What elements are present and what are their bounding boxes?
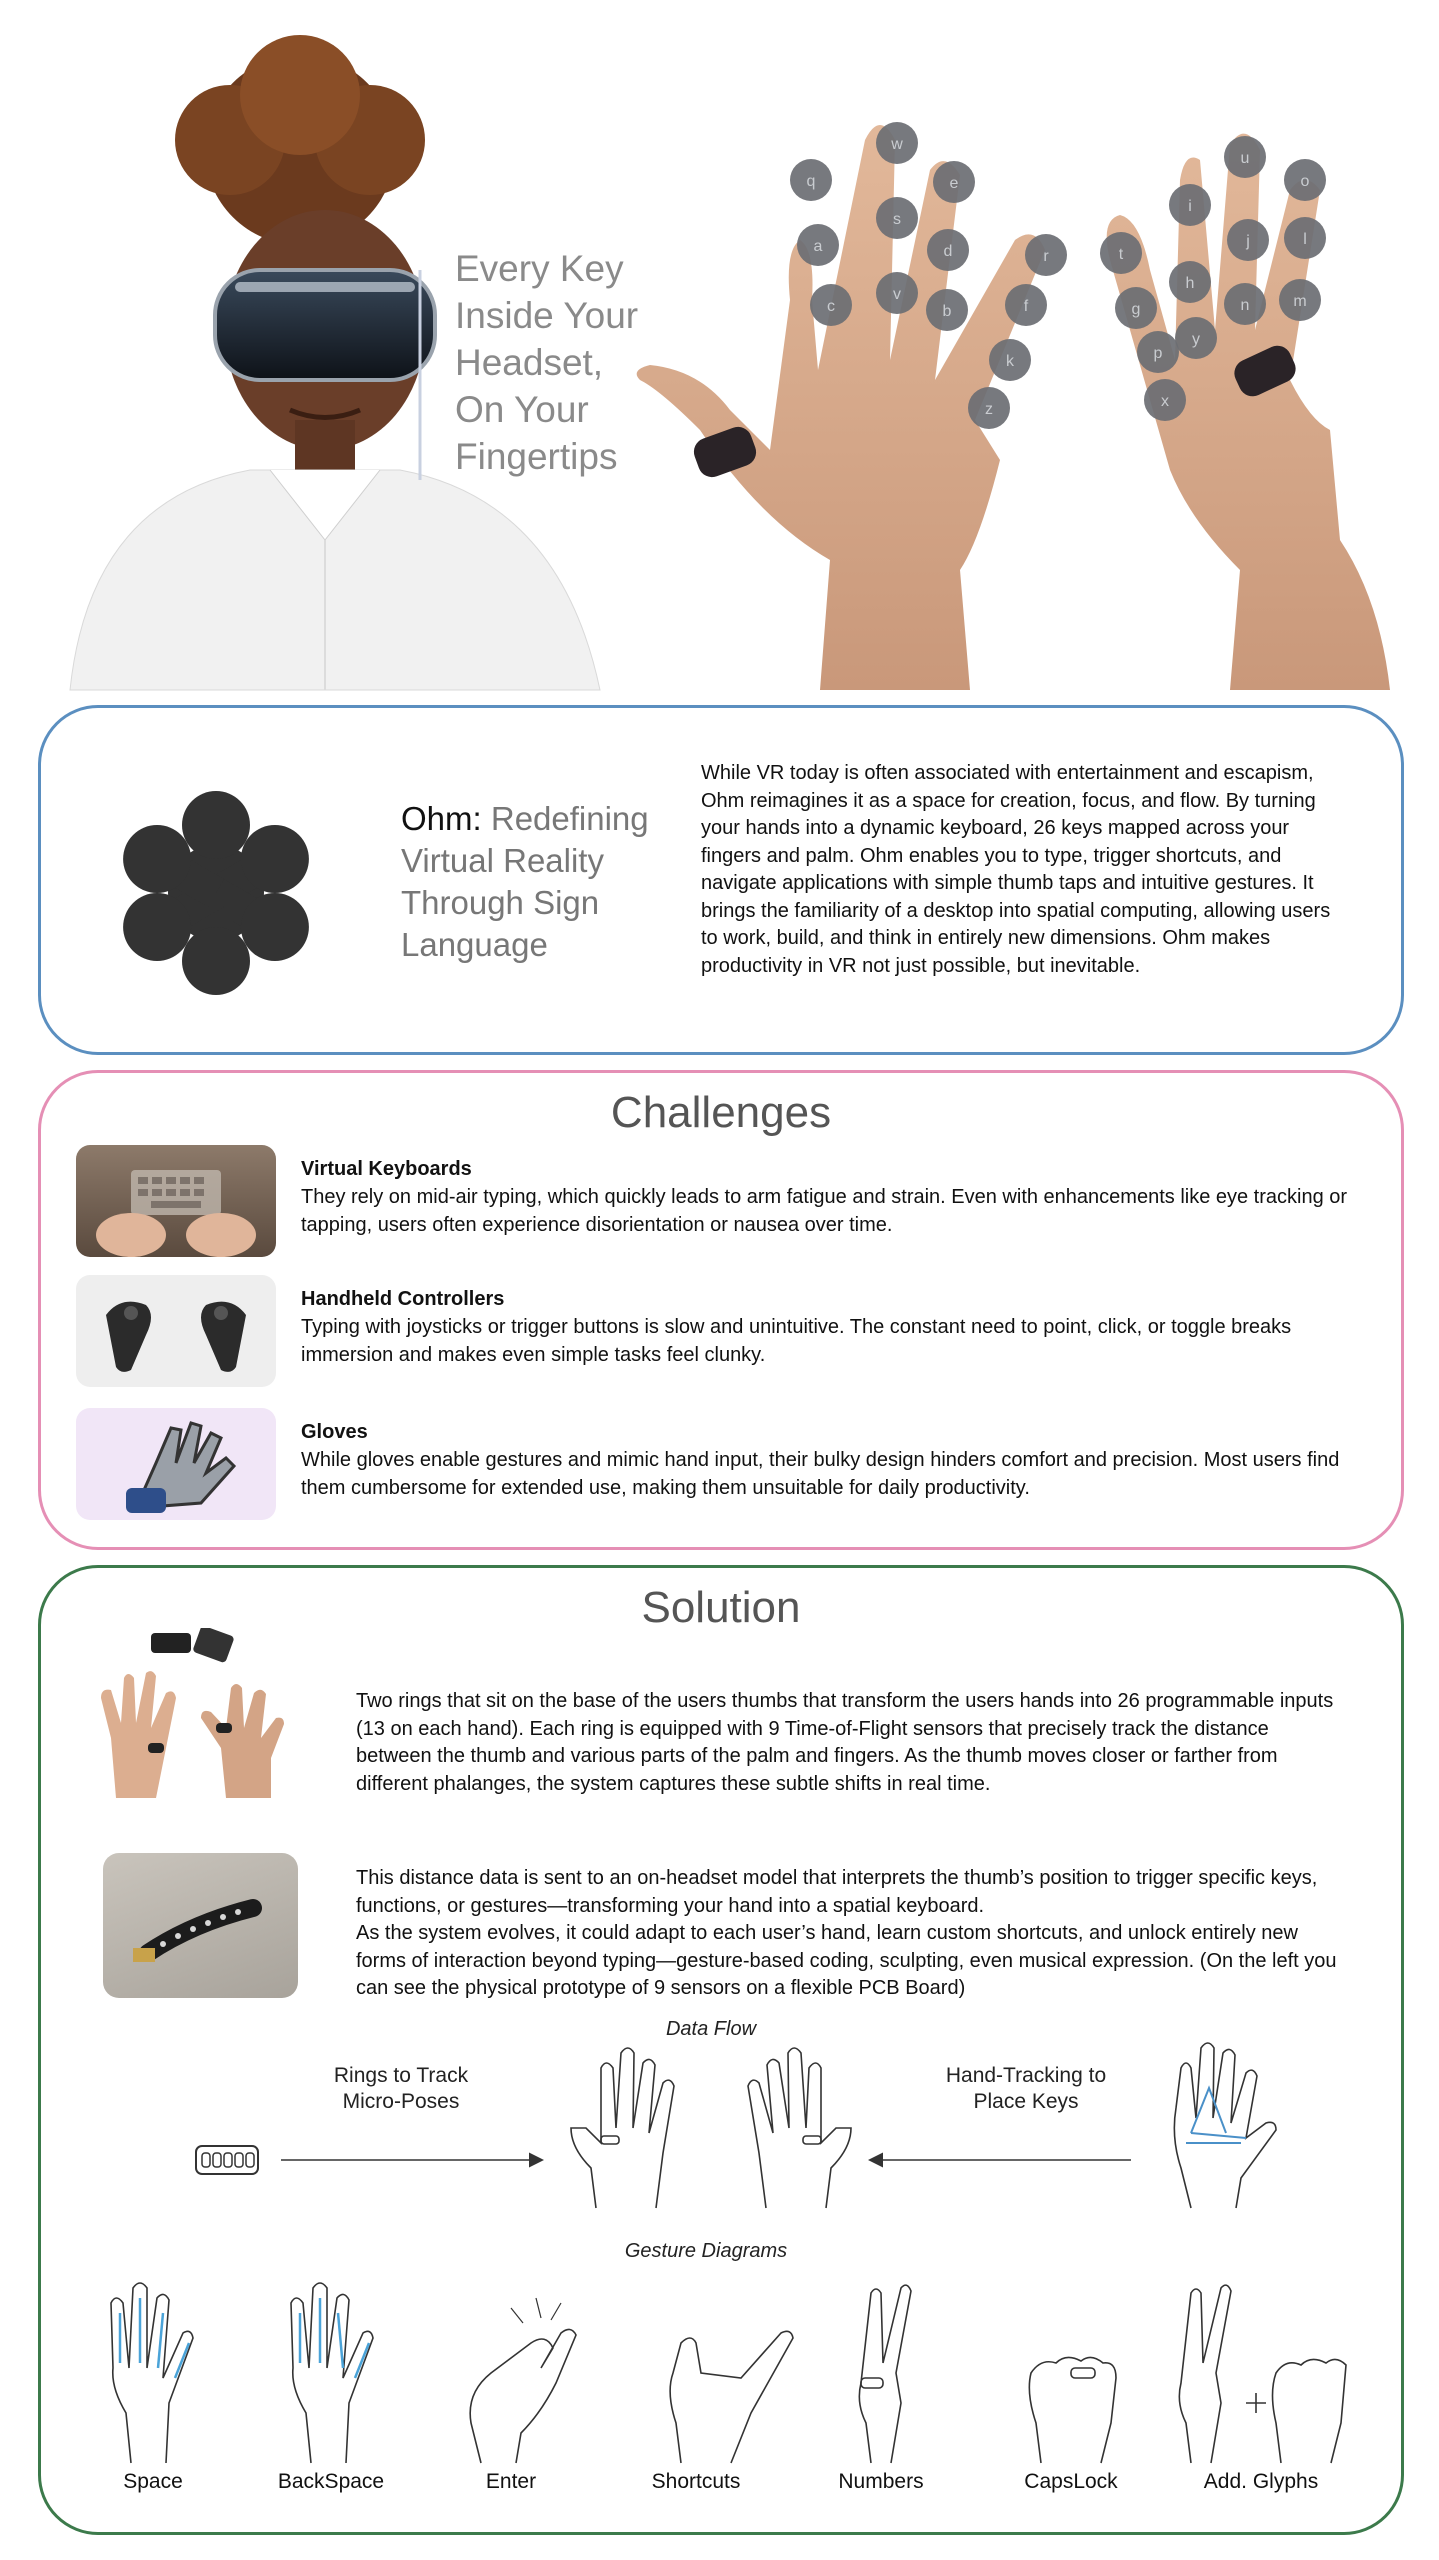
challenge-title: Virtual Keyboards: [301, 1158, 472, 1180]
svg-text:h: h: [1185, 275, 1195, 292]
key-dot-right-q: [790, 159, 832, 201]
svg-text:q: q: [806, 173, 816, 190]
virtual-keyboard-image: [76, 1145, 276, 1257]
gesture-backspace-icon: [291, 2283, 373, 2463]
gesture-label-numbers: Numbers: [838, 2470, 924, 2493]
ohm-logo-icon: [96, 768, 336, 1008]
key-dot-left-g: [1115, 287, 1157, 329]
key-dot-left-p: [1137, 331, 1179, 373]
key-dot-left-u: [1224, 136, 1266, 178]
key-dot-left-m: [1279, 279, 1321, 321]
key-dot-left-n: [1224, 283, 1266, 325]
key-dot-right-s: [876, 197, 918, 239]
solution-paragraph-1: Two rings that sit on the base of the users thumbs that transform the users hands into 26 programmable inputs (13 on each hand). Each ring is equipped with 9 Time-of-Flight sensors that precisely track the distance between the thumb and various parts of the palm and fingers. As the thumb moves closer or farther from different phalanges, the system captures these subtle shifts in real time.: [356, 1690, 1334, 1795]
gesture-diagrams: [41, 2273, 1407, 2468]
key-dot-right-k: [989, 339, 1031, 381]
hand-tracking-icon: [1174, 2043, 1276, 2208]
gesture-label-add-glyphs: Add. Glyphs: [1203, 2470, 1319, 2493]
key-dot-left-i: [1169, 184, 1211, 226]
svg-text:e: e: [949, 175, 959, 192]
svg-text:k: k: [1006, 353, 1014, 370]
challenge-body: Typing with joysticks or trigger buttons is slow and unintuitive. The constant need to point, click, or toggle breaks immersion and makes even simple tasks feel clunky.: [301, 1316, 1292, 1366]
ring-sensor-icon: [196, 2146, 258, 2174]
svg-text:z: z: [985, 401, 993, 418]
brand-name: Ohm:: [401, 800, 482, 837]
svg-text:w: w: [891, 136, 903, 153]
challenges-heading: Challenges: [610, 1088, 832, 1137]
svg-text:m: m: [1293, 293, 1307, 310]
svg-text:s: s: [893, 211, 901, 228]
key-dot-left-h: [1169, 261, 1211, 303]
svg-text:g: g: [1131, 301, 1141, 318]
key-dot-left-l: [1284, 217, 1326, 259]
svg-text:p: p: [1153, 345, 1163, 362]
flow-right-label: Hand-Tracking to Place Keys: [945, 2064, 1107, 2113]
key-dot-right-w: [876, 122, 918, 164]
solution-card: [38, 1565, 1404, 2535]
handheld-controllers-image: [76, 1275, 276, 1387]
key-dot-right-c: [810, 284, 852, 326]
challenge-item-gloves: [76, 1408, 1366, 1523]
challenge-body: While gloves enable gestures and mimic hand input, their bulky design hinders comfort and precision. Most users find them cumbersome for extended use, making them unsuitable for daily productivity.: [301, 1449, 1340, 1499]
gesture-capslock-icon: [1029, 2357, 1116, 2463]
intro-tagline: Redefining Virtual Reality Through Sign Language: [401, 800, 649, 963]
key-dot-right-z: [968, 387, 1010, 429]
gesture-label-capslock: CapsLock: [1024, 2470, 1118, 2493]
gesture-label-enter: Enter: [485, 2470, 537, 2493]
pcb-prototype-image: [103, 1853, 298, 1998]
hero-title: Every Key Inside Your Headset, On Your Fingertips: [455, 248, 639, 477]
data-flow-diagram: [41, 2028, 1407, 2218]
data-flow-label: Data Flow: [665, 2018, 757, 2040]
flow-left-label: Rings to Track Micro-Poses: [333, 2064, 469, 2113]
key-dot-right-d: [927, 229, 969, 271]
key-dot-left-y: [1175, 317, 1217, 359]
intro-body: While VR today is often associated with entertainment and escapism, Ohm reimagines it as a space for creation, focus, and flow. By turning your hands into a dynamic keyboard, 26 keys mapped across your fingers and palm. Ohm enables you to type, trigger shortcuts, and navigate applications with simple thumb taps and intuitive gestures. It brings the familiarity of a desktop into spatial computing, allowing users to work, build, and think in entirely new dimensions. Ohm makes productivity in VR not just possible, but inevitable.: [701, 762, 1331, 977]
key-dot-right-f: [1005, 284, 1047, 326]
gesture-label-backspace: BackSpace: [277, 2470, 385, 2493]
gesture-shortcuts-icon: [670, 2331, 793, 2463]
svg-text:y: y: [1192, 331, 1200, 348]
svg-text:v: v: [893, 286, 901, 303]
svg-text:a: a: [813, 238, 823, 255]
challenge-item-handheld-controllers: [76, 1275, 1366, 1390]
challenge-title: Handheld Controllers: [301, 1288, 505, 1310]
gesture-label-shortcuts: Shortcuts: [651, 2470, 741, 2493]
key-dot-left-o: [1284, 159, 1326, 201]
key-dot-right-e: [933, 161, 975, 203]
svg-text:l: l: [1303, 231, 1307, 248]
solution-heading: Solution: [641, 1583, 801, 1632]
svg-text:c: c: [827, 298, 835, 315]
gesture-label-space: Space: [123, 2470, 183, 2493]
svg-text:u: u: [1240, 150, 1250, 167]
svg-text:x: x: [1161, 393, 1169, 410]
svg-text:b: b: [942, 303, 952, 320]
key-dot-left-t: [1100, 232, 1142, 274]
key-dot-right-a: [797, 224, 839, 266]
gesture-add-glyphs-icon: [1179, 2285, 1346, 2463]
challenge-item-virtual-keyboards: [76, 1145, 1366, 1260]
svg-text:t: t: [1118, 246, 1124, 263]
svg-text:j: j: [1246, 233, 1250, 250]
svg-text:n: n: [1240, 297, 1250, 314]
svg-text:o: o: [1300, 173, 1310, 190]
svg-text:r: r: [1043, 248, 1049, 265]
svg-text:f: f: [1023, 298, 1029, 315]
two-hands-outline-icon: [571, 2048, 851, 2208]
gesture-space-icon: [111, 2283, 193, 2463]
challenge-title: Gloves: [301, 1421, 368, 1443]
key-dot-right-r: [1025, 234, 1067, 276]
key-dot-left-x: [1144, 379, 1186, 421]
key-dot-right-b: [926, 289, 968, 331]
gesture-diagrams-label: Gesture Diagrams: [624, 2240, 788, 2262]
intro-title: [401, 798, 671, 966]
gesture-numbers-icon: [859, 2285, 911, 2463]
key-dot-right-v: [876, 272, 918, 314]
gloves-image: [76, 1408, 276, 1520]
challenges-card: [38, 1070, 1404, 1550]
svg-text:d: d: [943, 243, 953, 260]
intro-card: [38, 705, 1404, 1055]
rings-on-hands-image: [96, 1628, 306, 1803]
hero-section: [0, 0, 1439, 700]
solution-paragraph-2: This distance data is sent to an on-headset model that interprets the thumb’s position to trigger specific keys, functions, or gestures—transforming your hand into a spatial keyboard. As the system evolves, it could adapt to each user’s hand, learn custom shortcuts, and unlock entirely new forms of interaction beyond typing—gesture-based coding, sculpting, even musical expression. (On the left you can see the physical prototype of 9 sensors on a flexible PCB Board): [356, 1867, 1337, 1999]
challenge-body: They rely on mid-air typing, which quickly leads to arm fatigue and strain. Even with enhancements like eye tracking or tapping, users often experience disorientation or nausea over time.: [301, 1186, 1348, 1236]
key-dot-left-j: [1227, 219, 1269, 261]
hero-illustration: [0, 0, 1439, 700]
svg-text:i: i: [1188, 198, 1192, 215]
gesture-enter-icon: [470, 2298, 576, 2463]
